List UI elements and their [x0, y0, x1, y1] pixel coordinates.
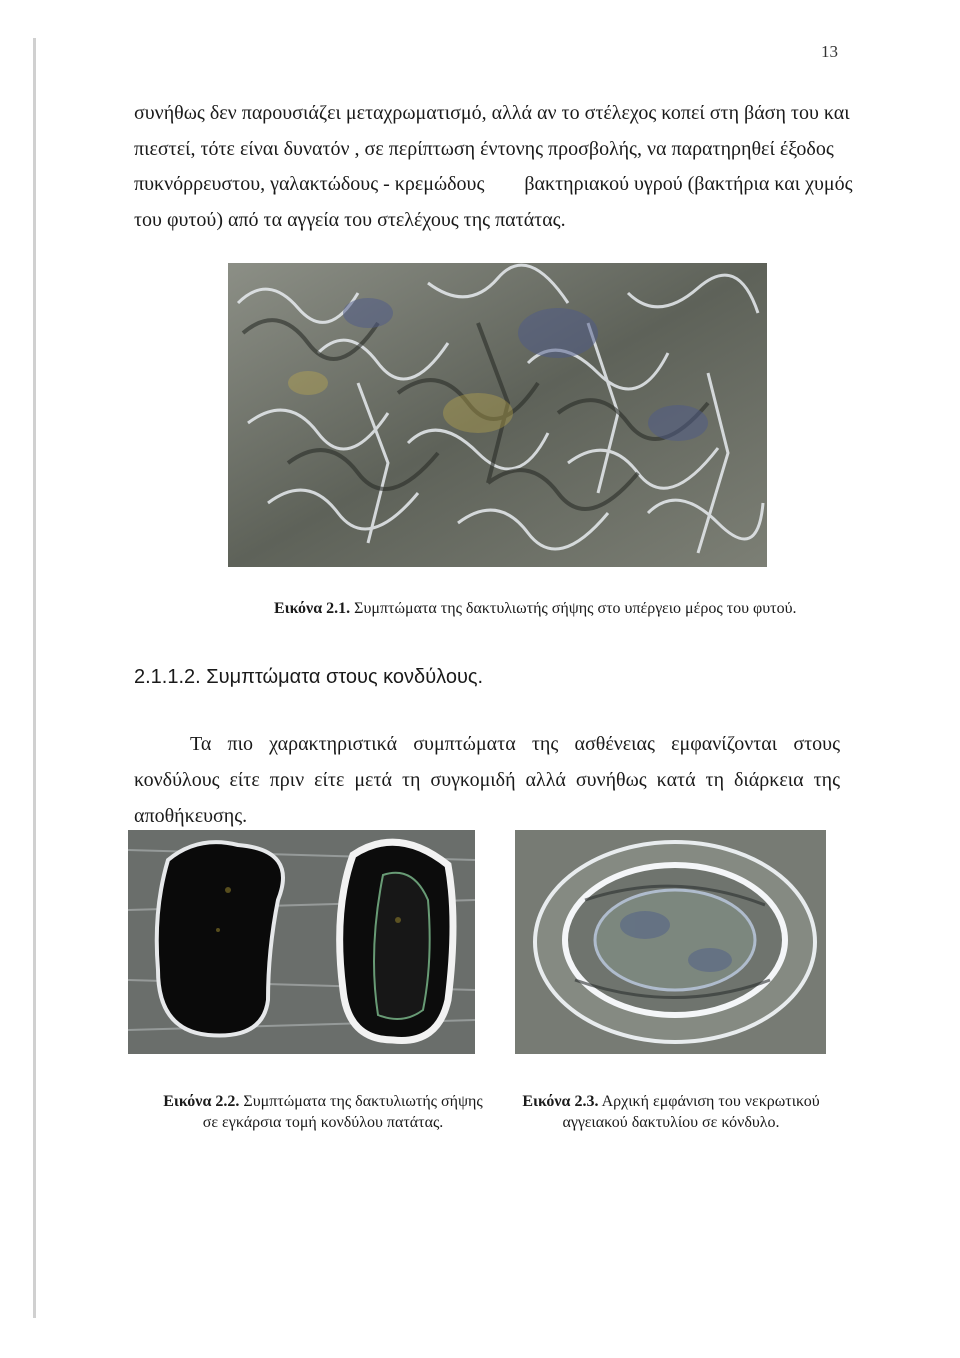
intro-line-3	[134, 167, 853, 203]
foliage-texture	[228, 263, 767, 567]
intro-paragraph	[134, 96, 853, 238]
figure-1-text: Συμπτώματα της δακτυλιωτής σήψης στο υπέργειο μέρος του φυτού.	[354, 600, 797, 617]
figure-2-text-a: Συμπτώματα της δακτυλιωτής σήψης	[243, 1093, 483, 1110]
scan-margin-line	[33, 38, 36, 1318]
section-number: 2.1.1.2.	[134, 666, 201, 688]
figure-3-text-b: αγγειακού δακτυλίου σε κόνδυλο.	[562, 1114, 780, 1131]
intro-line-2: πιεστεί, τότε είναι δυνατόν , σε περίπτωση έντονης προσβολής, να παρατηρηθεί έξοδος	[134, 137, 834, 160]
tuber-vascular-ring-drawing	[515, 830, 826, 1054]
intro-line-4: του φυτού) από τα αγγεία του στελέχους της πατάτας.	[134, 208, 566, 231]
body-paragraph	[134, 726, 840, 834]
tuber-cross-section-drawing	[128, 830, 475, 1054]
figure-1-label: Εικόνα 2.1.	[274, 600, 351, 617]
intro-line-3b: βακτηριακού υγρού (βακτήρια και χυμός	[524, 173, 853, 195]
figure-2-text-b: σε εγκάρσια τομή κονδύλου πατάτας.	[202, 1114, 444, 1131]
figure-tuber-cross-section-image	[128, 830, 475, 1054]
figure-3-text-a: Αρχική εμφάνιση του νεκρωτικού	[601, 1093, 820, 1110]
figure-tuber-vascular-ring-image	[515, 830, 826, 1054]
figure-3-label: Εικόνα 2.3.	[522, 1093, 599, 1110]
section-title: Συμπτώματα στους κονδύλους.	[206, 666, 484, 688]
figure-1-caption	[274, 598, 797, 619]
body-line-3: αποθήκευσης.	[134, 805, 248, 827]
body-line-2: κονδύλους είτε πριν είτε μετά τη συγκομιδή αλλά συνήθως κατά τη διάρκεια της	[134, 769, 840, 791]
figure-2-label: Εικόνα 2.2.	[163, 1093, 240, 1110]
figure-plant-foliage-image	[228, 263, 767, 567]
body-line-1: Τα πιο χαρακτηριστικά συμπτώματα της ασθένειας εμφανίζονται στους	[190, 733, 840, 755]
figure-3-caption	[510, 1091, 832, 1133]
intro-line-1: συνήθως δεν παρουσιάζει μεταχρωματισμό, αλλά αν το στέλεχος κοπεί στη βάση του και	[134, 102, 850, 124]
section-heading	[134, 666, 483, 689]
page-number: 13	[821, 42, 838, 61]
intro-line-3a: πυκνόρρευστου, γαλακτώδους - κρεμώδους	[134, 173, 485, 195]
figure-2-caption	[150, 1091, 496, 1133]
